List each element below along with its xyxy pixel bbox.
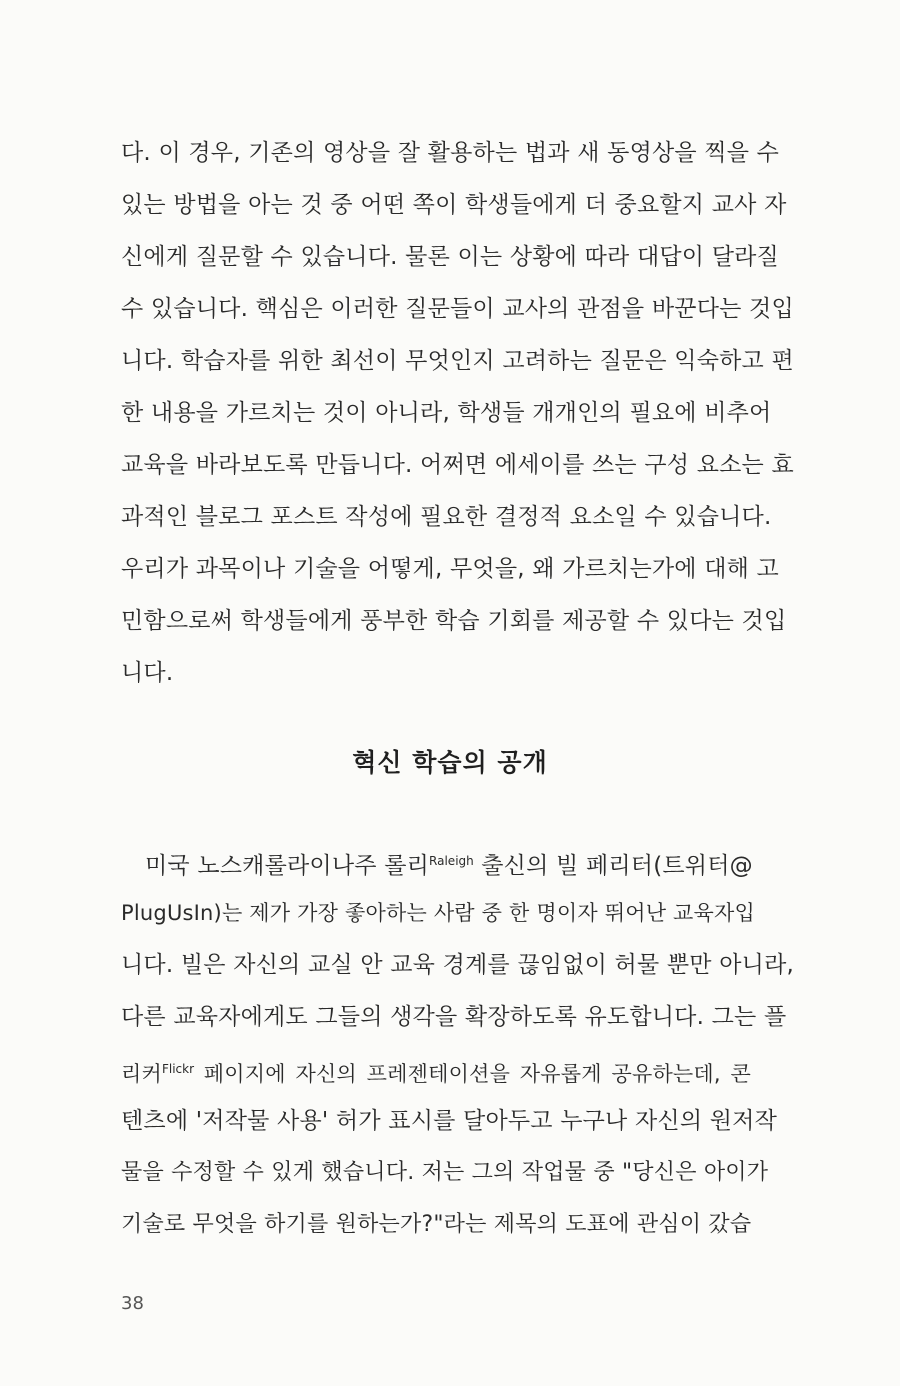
text-line: 니다. [121,660,174,686]
text-line: 수 있습니다. 핵심은 이러한 질문들이 교사의 관점을 바꾼다는 것입 [121,296,794,322]
text-line [121,846,751,881]
text-span: 출신의 빌 페리터(트위터@ [473,853,753,879]
text-line: 있는 방법을 아는 것 중 어떤 쪽이 학생들에게 더 중요할지 교사 자 [121,192,787,218]
text-line: 민함으로써 학생들에게 풍부한 학습 기회를 제공할 수 있다는 것입 [121,608,787,634]
text-line: 텐츠에 '저작물 사용' 허가 표시를 달아두고 누구나 자신의 원저작 [121,1108,778,1134]
text-line: 과적인 블로그 포스트 작성에 필요한 결정적 요소일 수 있습니다. [121,504,772,530]
text-line: 다른 교육자에게도 그들의 생각을 확장하도록 유도합니다. 그는 플 [121,1004,787,1030]
text-span: 미국 노스캐롤라이나주 롤리 [145,853,430,879]
text-line: 교육을 바라보도록 만듭니다. 어쩌면 에세이를 쓰는 구성 요소는 효 [121,452,794,478]
text-line: 기술로 무엇을 하기를 원하는가?"라는 제목의 도표에 관심이 갔습 [121,1212,752,1237]
text-line: PlugUsIn)는 제가 가장 좋아하는 사람 중 한 명이자 뛰어난 교육자입 [121,901,755,925]
text-line: 우리가 과목이나 기술을 어떻게, 무엇을, 왜 가르치는가에 대해 고 [121,556,779,582]
section-heading: 혁신 학습의 공개 [352,748,548,777]
text-line: 다. 이 경우, 기존의 영상을 잘 활용하는 법과 새 동영상을 찍을 수 [121,140,780,166]
text-line: 물을 수정할 수 있게 했습니다. 저는 그의 작업물 중 "당신은 아이가 [121,1160,769,1185]
text-line: 한 내용을 가르치는 것이 아니라, 학생들 개개인의 필요에 비추어 [121,400,772,426]
text-line: 신에게 질문할 수 있습니다. 물론 이는 상황에 따라 대답이 달라질 [121,244,779,270]
text-line: 니다. 학습자를 위한 최선이 무엇인지 고려하는 질문은 익숙하고 편 [121,348,794,374]
superscript-annotation: Raleigh [429,854,474,868]
text-span: 리커 [121,1062,162,1086]
page-number: 38 [121,1293,144,1314]
text-line [121,1054,751,1089]
superscript-annotation: Flickr [161,1062,195,1076]
text-span: 페이지에 자신의 프레젠테이션을 자유롭게 공유하는데, 콘 [194,1062,751,1086]
text-line: 니다. 빌은 자신의 교실 안 교육 경계를 끊임없이 허물 뿐만 아니라, [121,952,795,978]
